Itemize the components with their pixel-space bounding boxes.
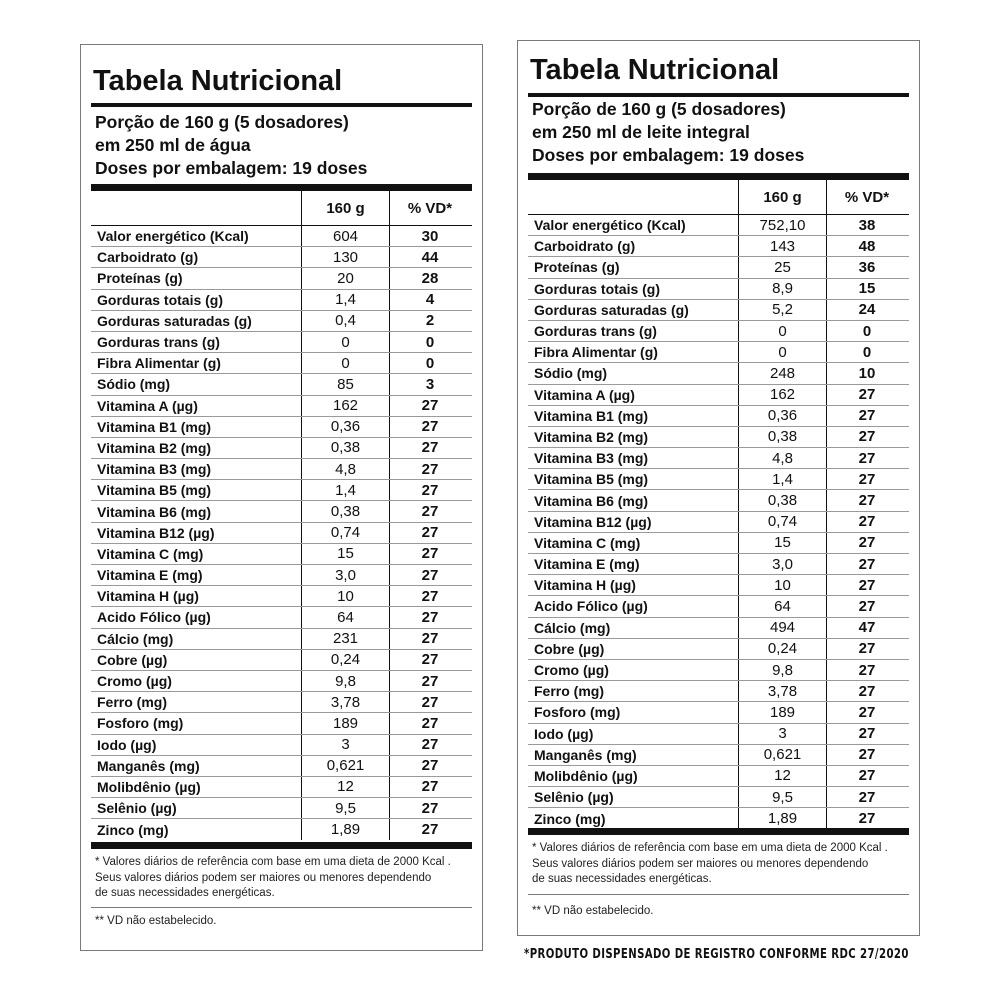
nutrient-qty: 64 [738, 596, 827, 616]
nutrient-row [91, 629, 472, 650]
divider [528, 894, 909, 895]
nutrient-name: Fosforo (mg) [534, 704, 621, 721]
nutrient-row [528, 766, 909, 787]
nutrient-name: Vitamina E (mg) [534, 556, 640, 573]
nutrient-vd: 27 [858, 534, 876, 552]
nutrient-qty: 3,0 [301, 565, 390, 585]
footnote-line: Seus valores diários podem ser maiores ou menores dependendo [532, 857, 869, 870]
nutrient-name: Sódio (mg) [534, 365, 608, 382]
nutrient-vd: 0 [425, 354, 435, 372]
nutrient-row [91, 268, 472, 289]
nutrient-row [528, 321, 909, 342]
nutrient-vd: 27 [858, 810, 876, 828]
nutrient-qty: 0,74 [738, 512, 827, 532]
nutrient-name: Fibra Alimentar (g) [97, 355, 221, 372]
nutrient-name: Vitamina H (µg) [534, 577, 636, 594]
header-qty: 160 g [738, 180, 827, 214]
nutrient-table [528, 180, 909, 829]
portion-line: Porção de 160 g (5 dosadores) [532, 99, 786, 119]
nutrient-row [91, 290, 472, 311]
nutrient-qty: 1,4 [738, 469, 827, 489]
portion-info [532, 98, 909, 167]
nutrient-qty: 3 [301, 735, 390, 755]
nutrient-vd: 27 [421, 672, 439, 690]
nutrient-row [528, 512, 909, 533]
nutrition-table-left [80, 44, 483, 951]
table-title: Tabela Nutricional [530, 54, 780, 86]
nutrient-name: Vitamina B3 (mg) [97, 461, 212, 478]
nutrient-name: Acido Fólico (µg) [97, 609, 211, 626]
heavy-rule [528, 173, 909, 180]
nutrient-vd: 27 [858, 492, 876, 510]
nutrient-row [91, 586, 472, 607]
nutrient-name: Vitamina B1 (mg) [534, 407, 649, 424]
nutrient-row [91, 798, 472, 819]
nutrient-name: Proteínas (g) [97, 270, 183, 287]
nutrient-vd: 24 [858, 301, 876, 319]
nutrient-name: Cálcio (mg) [534, 619, 611, 636]
nutrient-qty: 494 [738, 618, 827, 638]
nutrient-name: Iodo (µg) [97, 736, 157, 753]
nutrient-row [91, 459, 472, 480]
nutrient-name: Sódio (mg) [97, 376, 171, 393]
nutrient-row [528, 469, 909, 490]
nutrient-qty: 9,5 [738, 787, 827, 807]
nutrient-vd: 27 [858, 407, 876, 425]
nutrient-vd: 27 [858, 555, 876, 573]
nutrient-row [91, 671, 472, 692]
nutrient-row [528, 342, 909, 363]
nutrient-name: Vitamina B12 (µg) [97, 524, 215, 541]
nutrient-name: Vitamina A (µg) [97, 397, 198, 414]
nutrient-vd: 27 [421, 821, 439, 839]
nutrient-row [528, 787, 909, 808]
nutrient-vd: 27 [421, 418, 439, 436]
nutrient-table [91, 191, 472, 840]
nutrient-row [528, 257, 909, 278]
portion-line: Doses por embalagem: 19 doses [95, 158, 368, 178]
nutrient-row [528, 596, 909, 617]
vd-note: ** VD não estabelecido. [532, 905, 654, 917]
nutrient-name: Vitamina B5 (mg) [534, 471, 649, 488]
nutrient-qty: 1,89 [738, 808, 827, 829]
nutrient-vd: 27 [858, 428, 876, 446]
nutrient-vd: 3 [425, 375, 435, 393]
nutrient-row [528, 681, 909, 702]
nutrient-qty: 0,24 [738, 639, 827, 659]
nutrient-row [528, 702, 909, 723]
nutrient-vd: 27 [421, 714, 439, 732]
nutrient-qty: 25 [738, 257, 827, 277]
nutrient-row [528, 533, 909, 554]
table-header-row [91, 191, 472, 226]
nutrient-name: Vitamina B6 (mg) [97, 503, 212, 520]
nutrient-name: Vitamina C (mg) [97, 545, 204, 562]
nutrient-qty: 0 [301, 332, 390, 352]
portion-line: Doses por embalagem: 19 doses [532, 145, 805, 165]
nutrient-name: Iodo (µg) [534, 725, 594, 742]
nutrient-name: Proteínas (g) [534, 259, 620, 276]
nutrient-vd: 27 [421, 566, 439, 584]
nutrient-qty: 189 [301, 713, 390, 733]
nutrient-vd: 27 [858, 386, 876, 404]
nutrient-name: Zinco (mg) [534, 810, 606, 827]
nutrient-row [528, 448, 909, 469]
nutrient-name: Vitamina B2 (mg) [97, 439, 212, 456]
nutrient-qty: 143 [738, 236, 827, 256]
nutrient-vd: 27 [421, 460, 439, 478]
footnote-line: * Valores diários de referência com base em uma dieta de 2000 Kcal . [95, 856, 451, 868]
nutrient-vd: 27 [421, 799, 439, 817]
nutrient-row [91, 438, 472, 459]
nutrient-qty: 248 [738, 363, 827, 383]
nutrient-name: Manganês (mg) [97, 757, 200, 774]
nutrient-qty: 0 [738, 342, 827, 362]
nutrient-vd: 0 [425, 333, 435, 351]
header-vd: % VD* [844, 188, 890, 206]
nutrient-row [528, 618, 909, 639]
nutrient-name: Vitamina B2 (mg) [534, 428, 649, 445]
nutrient-qty: 12 [301, 777, 390, 797]
nutrient-vd: 47 [858, 619, 876, 637]
header-qty: 160 g [301, 191, 390, 225]
heavy-rule [91, 184, 472, 191]
nutrient-qty: 3,78 [301, 692, 390, 712]
nutrient-vd: 27 [858, 470, 876, 488]
nutrient-qty: 9,5 [301, 798, 390, 818]
nutrient-name: Valor energético (Kcal) [534, 217, 686, 234]
nutrient-name: Vitamina B6 (mg) [534, 492, 649, 509]
table-header-row [528, 180, 909, 215]
nutrient-qty: 0,4 [301, 311, 390, 331]
nutrient-qty: 1,89 [301, 819, 390, 840]
nutrient-qty: 9,8 [301, 671, 390, 691]
nutrient-qty: 15 [738, 533, 827, 553]
nutrient-qty: 189 [738, 702, 827, 722]
nutrient-row [528, 745, 909, 766]
nutrient-row [91, 607, 472, 628]
nutrient-row [91, 819, 472, 840]
nutrient-row [91, 311, 472, 332]
nutrient-vd: 27 [421, 587, 439, 605]
registration-disclaimer: *PRODUTO DISPENSADO DE REGISTRO CONFORME RDC 27/2020 [524, 947, 909, 962]
nutrient-qty: 85 [301, 374, 390, 394]
portion-info [95, 111, 472, 180]
nutrient-name: Vitamina H (µg) [97, 588, 199, 605]
heavy-rule [528, 828, 909, 835]
nutrient-qty: 9,8 [738, 660, 827, 680]
nutrient-name: Cobre (µg) [534, 640, 605, 657]
nutrient-vd: 2 [425, 312, 435, 330]
nutrient-row [528, 279, 909, 300]
nutrient-qty: 130 [301, 247, 390, 267]
nutrient-name: Zinco (mg) [97, 821, 169, 838]
nutrient-row [91, 650, 472, 671]
nutrient-row [91, 713, 472, 734]
nutrient-vd: 27 [858, 767, 876, 785]
nutrient-name: Fibra Alimentar (g) [534, 344, 658, 361]
nutrient-qty: 0,38 [301, 501, 390, 521]
footnote-line: de suas necessidades energéticas. [95, 887, 275, 899]
footnote [532, 841, 909, 888]
nutrient-qty: 0,74 [301, 523, 390, 543]
nutrient-vd: 27 [858, 513, 876, 531]
nutrient-name: Molibdênio (µg) [97, 778, 201, 795]
nutrient-vd: 44 [421, 248, 439, 266]
title-rule [528, 93, 909, 97]
nutrient-name: Ferro (mg) [97, 694, 167, 711]
nutrient-row [91, 226, 472, 247]
nutrient-vd: 27 [858, 661, 876, 679]
nutrient-vd: 27 [858, 682, 876, 700]
nutrient-qty: 4,8 [301, 459, 390, 479]
nutrient-vd: 10 [858, 364, 876, 382]
footnote-line: de suas necessidades energéticas. [532, 873, 712, 885]
footnote [95, 855, 472, 902]
portion-line: em 250 ml de leite integral [532, 122, 750, 142]
nutrient-name: Carboidrato (g) [97, 249, 199, 266]
nutrient-row [91, 735, 472, 756]
nutrient-qty: 1,4 [301, 480, 390, 500]
nutrient-qty: 12 [738, 766, 827, 786]
header-vd: % VD* [407, 199, 453, 217]
nutrient-row [91, 353, 472, 374]
nutrient-row [91, 332, 472, 353]
nutrient-name: Gorduras trans (g) [97, 334, 220, 351]
nutrient-qty: 752,10 [738, 215, 827, 235]
nutrient-vd: 27 [421, 608, 439, 626]
nutrient-row [528, 490, 909, 511]
nutrient-name: Acido Fólico (µg) [534, 598, 648, 615]
nutrient-row [528, 406, 909, 427]
nutrient-qty: 162 [738, 385, 827, 405]
nutrient-row [528, 724, 909, 745]
nutrient-row [91, 480, 472, 501]
nutrient-vd: 27 [421, 778, 439, 796]
nutrient-name: Gorduras totais (g) [534, 280, 661, 297]
nutrient-qty: 0,621 [301, 756, 390, 776]
heavy-rule [91, 842, 472, 849]
nutrient-qty: 0,38 [301, 438, 390, 458]
nutrient-name: Vitamina A (µg) [534, 386, 635, 403]
nutrient-row [91, 777, 472, 798]
table-title: Tabela Nutricional [93, 65, 343, 97]
nutrient-vd: 27 [421, 503, 439, 521]
nutrient-name: Gorduras totais (g) [97, 291, 224, 308]
nutrient-vd: 38 [858, 216, 876, 234]
nutrient-qty: 0 [738, 321, 827, 341]
nutrient-qty: 4,8 [738, 448, 827, 468]
nutrient-qty: 15 [301, 544, 390, 564]
nutrient-vd: 27 [421, 524, 439, 542]
nutrient-row [528, 575, 909, 596]
nutrient-name: Vitamina C (mg) [534, 534, 641, 551]
nutrient-row [91, 544, 472, 565]
nutrient-vd: 27 [421, 545, 439, 563]
nutrient-vd: 27 [858, 788, 876, 806]
nutrient-row [528, 808, 909, 829]
footnote-line: Seus valores diários podem ser maiores ou menores dependendo [95, 871, 432, 884]
nutrient-vd: 0 [862, 343, 872, 361]
nutrient-row [528, 300, 909, 321]
nutrient-name: Molibdênio (µg) [534, 767, 638, 784]
nutrient-qty: 0,621 [738, 745, 827, 765]
nutrient-qty: 0,36 [301, 417, 390, 437]
nutrition-table-right [517, 40, 920, 936]
nutrient-row [91, 417, 472, 438]
nutrient-name: Cálcio (mg) [97, 630, 174, 647]
nutrient-vd: 27 [421, 736, 439, 754]
nutrient-qty: 10 [738, 575, 827, 595]
nutrient-row [528, 363, 909, 384]
nutrient-name: Selênio (µg) [534, 789, 614, 806]
nutrient-row [91, 247, 472, 268]
nutrient-vd: 27 [421, 651, 439, 669]
nutrient-name: Vitamina B3 (mg) [534, 450, 649, 467]
nutrient-name: Selênio (µg) [97, 800, 177, 817]
nutrient-row [528, 554, 909, 575]
nutrient-vd: 27 [421, 397, 439, 415]
nutrient-qty: 0,38 [738, 427, 827, 447]
nutrient-name: Ferro (mg) [534, 683, 604, 700]
nutrient-qty: 162 [301, 396, 390, 416]
nutrient-vd: 36 [858, 258, 876, 276]
nutrient-vd: 27 [421, 439, 439, 457]
nutrient-qty: 3 [738, 724, 827, 744]
title-rule [91, 103, 472, 107]
nutrient-qty: 0,36 [738, 406, 827, 426]
nutrient-row [528, 385, 909, 406]
nutrient-row [91, 501, 472, 522]
vd-note: ** VD não estabelecido. [95, 915, 217, 927]
nutrient-vd: 27 [858, 703, 876, 721]
nutrient-qty: 5,2 [738, 300, 827, 320]
nutrient-vd: 27 [858, 449, 876, 467]
nutrient-row [528, 427, 909, 448]
nutrient-vd: 27 [858, 725, 876, 743]
nutrient-qty: 20 [301, 268, 390, 288]
nutrient-qty: 0 [301, 353, 390, 373]
nutrient-qty: 8,9 [738, 279, 827, 299]
nutrient-qty: 64 [301, 607, 390, 627]
portion-line: em 250 ml de água [95, 135, 251, 155]
nutrient-vd: 30 [421, 227, 439, 245]
nutrient-vd: 48 [858, 237, 876, 255]
nutrient-vd: 27 [858, 597, 876, 615]
nutrient-vd: 27 [858, 576, 876, 594]
nutrient-vd: 27 [421, 630, 439, 648]
nutrient-row [528, 660, 909, 681]
nutrient-row [91, 756, 472, 777]
nutrient-row [91, 374, 472, 395]
nutrient-qty: 0,24 [301, 650, 390, 670]
nutrient-name: Gorduras trans (g) [534, 323, 657, 340]
nutrient-name: Gorduras saturadas (g) [534, 301, 689, 318]
nutrient-name: Vitamina B12 (µg) [534, 513, 652, 530]
nutrient-name: Fosforo (mg) [97, 715, 184, 732]
nutrient-name: Vitamina B5 (mg) [97, 482, 212, 499]
nutrient-name: Vitamina B1 (mg) [97, 418, 212, 435]
nutrient-qty: 3,0 [738, 554, 827, 574]
portion-line: Porção de 160 g (5 dosadores) [95, 112, 349, 132]
nutrient-name: Cobre (µg) [97, 651, 168, 668]
nutrient-qty: 3,78 [738, 681, 827, 701]
nutrient-name: Carboidrato (g) [534, 238, 636, 255]
nutrient-vd: 28 [421, 269, 439, 287]
nutrient-name: Vitamina E (mg) [97, 567, 203, 584]
nutrient-vd: 27 [421, 481, 439, 499]
nutrient-row [528, 236, 909, 257]
nutrient-name: Cromo (µg) [97, 673, 172, 690]
nutrient-vd: 27 [858, 746, 876, 764]
nutrient-vd: 4 [425, 291, 435, 309]
nutrient-row [91, 692, 472, 713]
nutrient-row [91, 523, 472, 544]
nutrient-vd: 27 [858, 640, 876, 658]
nutrient-qty: 231 [301, 629, 390, 649]
nutrient-qty: 0,38 [738, 490, 827, 510]
nutrient-name: Valor energético (Kcal) [97, 228, 249, 245]
nutrient-qty: 10 [301, 586, 390, 606]
nutrient-qty: 604 [301, 226, 390, 246]
nutrient-row [528, 639, 909, 660]
footnote-line: * Valores diários de referência com base em uma dieta de 2000 Kcal . [532, 842, 888, 854]
nutrient-row [528, 215, 909, 236]
nutrient-name: Cromo (µg) [534, 662, 609, 679]
nutrient-vd: 0 [862, 322, 872, 340]
nutrient-vd: 15 [858, 280, 876, 298]
nutrient-name: Manganês (mg) [534, 746, 637, 763]
nutrient-vd: 27 [421, 693, 439, 711]
nutrient-vd: 27 [421, 757, 439, 775]
nutrient-row [91, 396, 472, 417]
nutrient-row [91, 565, 472, 586]
nutrient-name: Gorduras saturadas (g) [97, 312, 252, 329]
divider [91, 907, 472, 908]
nutrient-qty: 1,4 [301, 290, 390, 310]
